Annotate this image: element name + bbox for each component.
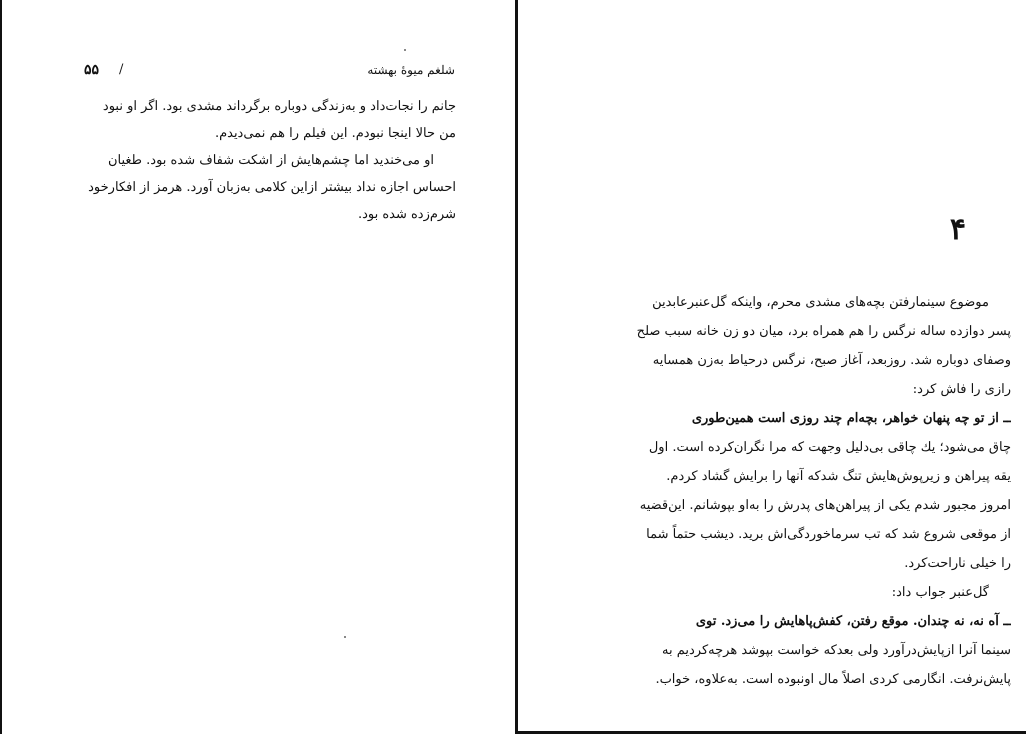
header-separator: /	[119, 62, 124, 77]
text-line: رازی را فاش کرد:	[912, 382, 1011, 397]
text-line: پسر دوازده ساله نرگس را هم همراه برد، میان دو زن خانه سبب صلح	[636, 324, 1011, 339]
text-line: چاق می‌شود؛ یك چاقی بی‌دلیل وجهت که مرا نگران‌کرده است. اول	[648, 440, 1011, 455]
chapter-number: ۴	[949, 212, 966, 247]
text-line: موضوع سینمارفتن بچه‌های مشدی محرم، واینکه گل‌عنبرعابدین	[652, 295, 989, 310]
text-line: یقه پیراهن و زیرپوش‌هایش تنگ شدکه آنها را برایش گشاد کردم.	[666, 469, 1011, 484]
text-line: شرم‌زده شده بود.	[357, 207, 456, 222]
text-line: ــ آه نه، نه چندان. موقع رفتن، کفش‌پاهایش را می‌زد. توی	[695, 614, 1011, 629]
text-line: سینما آنرا ازپایش‌درآورد ولی بعدکه خواست بپوشد هرچه‌کردیم به	[662, 643, 1011, 658]
text-line: ــ از تو چه پنهان خواهر، بچه‌ام چند روزی است همین‌طوری	[691, 411, 1011, 426]
text-line: گل‌عنبر جواب داد:	[891, 585, 989, 600]
text-line: او می‌خندید اما چشم‌هایش از اشکت شفاف شده بود. طغیان	[107, 153, 434, 168]
text-line: امروز مجبور شدم یکی از پیراهن‌های پدرش را به‌او بپوشانم. این‌قضیه	[639, 498, 1011, 513]
text-line: جانم را نجات‌داد و به‌زندگی دوباره برگرداند مشدی بود. اگر او نبود	[102, 99, 456, 114]
right-book-page	[515, 0, 1026, 734]
left-page-text	[82, 93, 456, 228]
text-line: من حالا اینجا نبودم. این فیلم را هم نمی‌دیدم.	[214, 126, 456, 141]
scan-speck	[344, 636, 346, 638]
text-line: پایش‌نرفت. انگارمی کردی اصلاً مال اونبوده است. به‌علاوه، خواب.	[655, 672, 1011, 687]
header-title: شلغم میوهٔ بهشته	[367, 63, 455, 77]
page-number: ۵۵	[84, 62, 100, 78]
text-line: احساس اجازه نداد بیشتر ازاین کلامی به‌زبان آورد. هرمز از افکارخود	[88, 180, 456, 195]
text-line: را خیلی ناراحت‌کرد.	[904, 556, 1011, 571]
right-page-text	[603, 288, 1011, 694]
scan-speck	[404, 49, 406, 51]
running-header	[82, 60, 455, 80]
text-line: از موقعی شروع شد که تب سرماخوردگی‌اش برید. دیشب حتماً شما	[646, 527, 1011, 542]
text-line: وصفای دوباره شد. روزبعد، آغاز صبح، نرگس درحیاط به‌زن همسایه	[652, 353, 1011, 368]
